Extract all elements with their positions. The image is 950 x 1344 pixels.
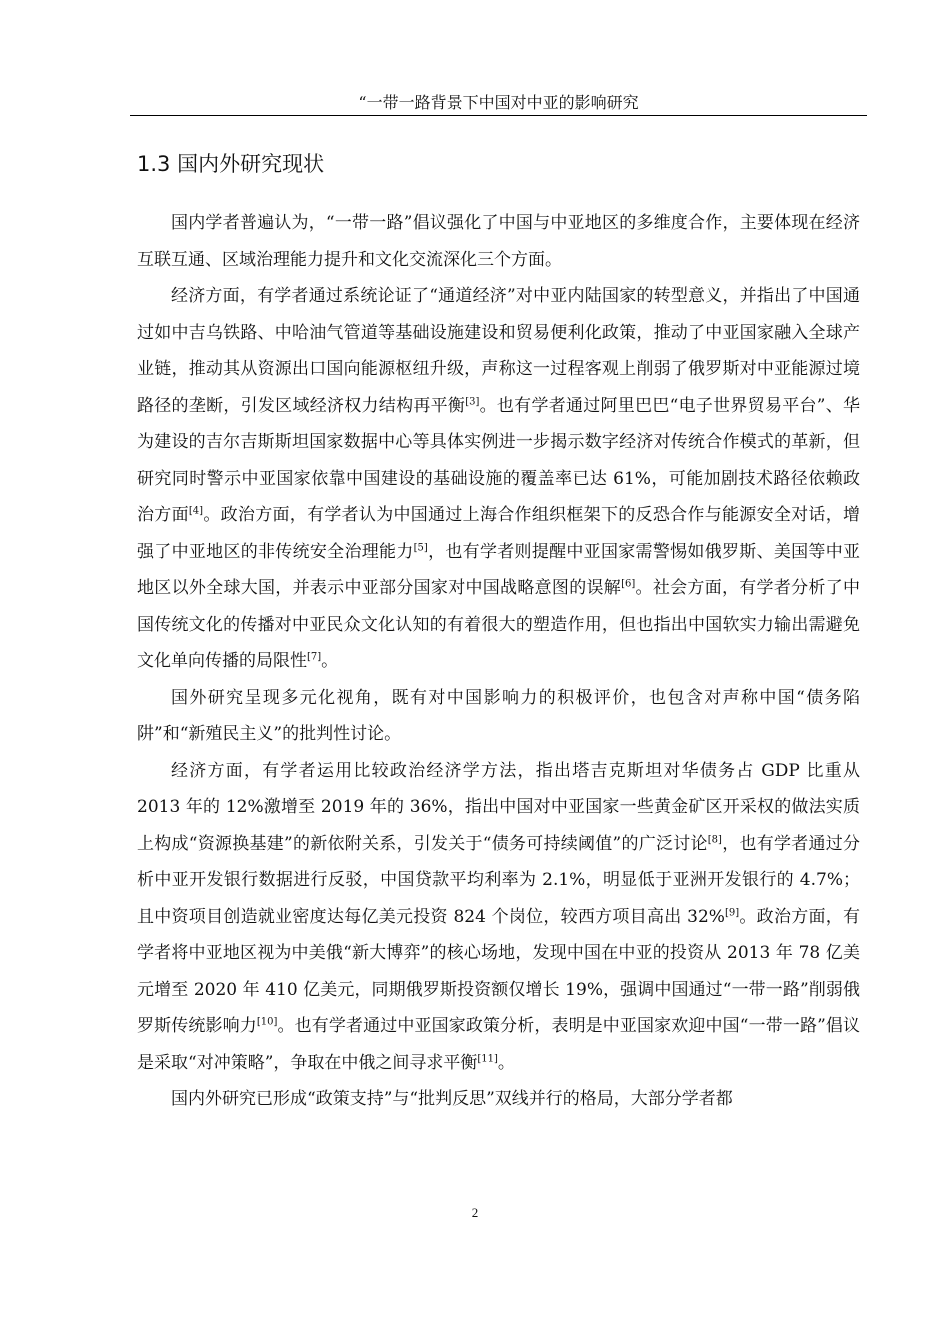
paragraph <box>137 753 860 1082</box>
text-run: 。 <box>321 651 339 671</box>
text-run: 国内学者普遍认为，“一带一路”倡议强化了中国与中亚地区的多维度合作，主要体现在经济互联互通、区域治理能力提升和文化交流深化三个方面。 <box>137 213 860 270</box>
running-header: “一带一路背景下中国对中亚的影响研究 <box>358 93 639 112</box>
paragraph <box>137 278 860 680</box>
paragraph <box>137 1081 860 1118</box>
text-run: 。政治方面，有学者将中亚地区视为中美俄“新大博弈”的核心场地，发现中国在中亚的投资从 2013 年 78 亿美元增至 2020 年 410 亿美元，同期俄罗斯投资额仅增长 19%，强调中国通过“一带一路”削弱俄罗斯传统影响力 <box>137 906 861 1036</box>
citation-ref: [9] <box>724 906 740 918</box>
text-run: 经济方面，有学者运用比较政治经济学方法，指出塔吉克斯坦对华债务占 GDP 比重从 2013 年的 12%激增至 2019 年的 36%，指出中国对中亚国家一些黄金矿区开采权的做法实质上构成“资源换基建”的新依附关系，引发关于“债务可持续阈值”的广泛讨论 <box>137 760 860 854</box>
paragraph <box>137 680 860 753</box>
section-title: 1.3 国内外研究现状 <box>137 152 325 176</box>
text-run: 。也有学者通过中亚国家政策分析，表明是中亚国家欢迎中国“一带一路”倡议是采取“对冲策略”，争取在中俄之间寻求平衡 <box>137 1016 861 1073</box>
citation-ref: [4] <box>188 505 204 517</box>
citation-ref: [11] <box>477 1052 498 1064</box>
text-run: 。政治方面，有学者认为中国通过上海合作组织框架下的反恐合作与能源安全对话，增强了中亚地区的非传统安全治理能力 <box>137 505 861 562</box>
text-run: 。社会方面，有学者分析了中国传统文化的传播对中亚民众文化认知的有着很大的塑造作用，但也指出中国软实力输出需避免文化单向传播的局限性 <box>137 578 861 671</box>
citation-ref: [10] <box>256 1016 278 1028</box>
text-run: 国外研究呈现多元化视角，既有对中国影响力的积极评价，也包含对声称中国“债务陷阱”和“新殖民主义”的批判性讨论。 <box>137 687 860 744</box>
text-run: 。也有学者通过阿里巴巴“电子世界贸易平台”、华为建设的吉尔吉斯斯坦国家数据中心等具体实例进一步揭示数字经济对传统合作模式的革新，但研究同时警示中亚国家依靠中国建设的基础设施的覆盖率已达 61%，可能加剧技术路径依赖政治方面 <box>137 395 861 525</box>
page-number: 2 <box>471 1205 479 1220</box>
text-run: ，也有学者通过分析中亚开发银行数据进行反驳，中国贷款平均利率为 2.1%，明显低于亚洲开发银行的 4.7%；且中资项目创造就业密度达每亿美元投资 824 个岗位，较西方项目高出 32% <box>137 833 861 927</box>
text-run: 国内外研究已形成“政策支持”与“批判反思”双线并行的格局，大部分学者都 <box>171 1089 733 1109</box>
text-run: 。 <box>497 1052 515 1073</box>
header-rule <box>130 115 867 116</box>
citation-ref: [6] <box>621 578 636 590</box>
text-run: 经济方面，有学者通过系统论证了“通道经济”对中亚内陆国家的转型意义，并指出了中国通过如中吉乌铁路、中哈油气管道等基础设施建设和贸易便利化政策，推动了中亚国家融入全球产业链，推动其从资源出口国向能源枢纽升级，声称这一过程客观上削弱了俄罗斯对中亚能源过境路径的垄断，引发区域经济权力结构再平衡 <box>137 286 860 416</box>
paragraph <box>137 205 860 278</box>
citation-ref: [8] <box>707 833 722 845</box>
body-text <box>137 205 860 1118</box>
citation-ref: [5] <box>413 541 428 553</box>
citation-ref: [3] <box>465 395 480 407</box>
text-run: ，也有学者则提醒中亚国家需警惕如俄罗斯、美国等中亚地区以外全球大国，并表示中亚部分国家对中国战略意图的误解 <box>137 541 861 598</box>
citation-ref: [7] <box>307 651 322 663</box>
